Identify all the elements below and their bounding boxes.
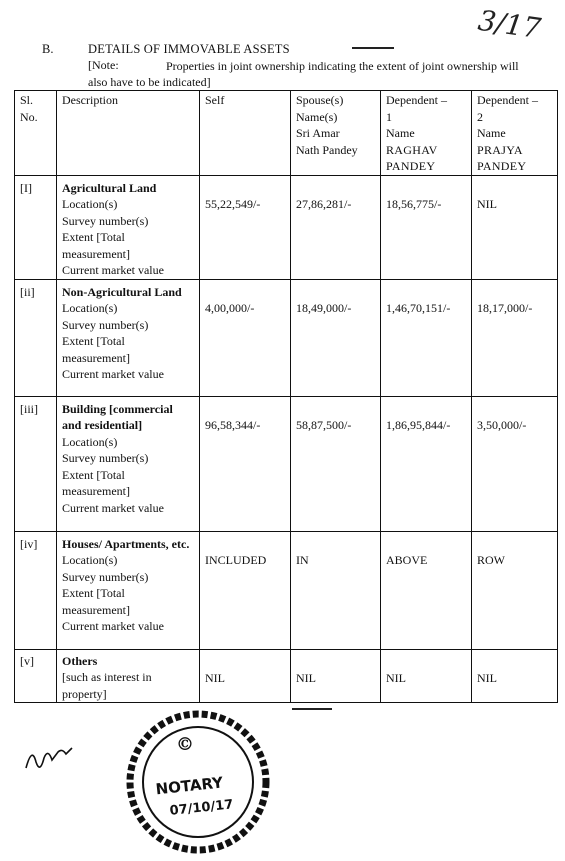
row-line: Extent [Total <box>62 467 125 482</box>
header-line: Sri Amar <box>296 126 340 140</box>
top-dash <box>352 47 394 49</box>
cell-spouse: 58,87,500/- <box>291 396 381 531</box>
cell-dependent-1: 1,86,95,844/- <box>381 396 472 531</box>
row-number: [iv] <box>15 531 57 649</box>
row-title: Others <box>62 653 98 668</box>
header-line: Name <box>386 126 415 140</box>
cell-self: 4,00,000/- <box>200 279 291 396</box>
row-description <box>57 649 200 703</box>
cell-spouse: NIL <box>291 649 381 703</box>
cell-dependent-1: ABOVE <box>381 531 472 649</box>
row-line: measurement] <box>62 484 130 498</box>
row-line: Survey number(s) <box>62 451 149 465</box>
cell-dependent-2: 18,17,000/- <box>472 279 558 396</box>
row-line: Location(s) <box>62 434 118 449</box>
table-row <box>15 531 558 649</box>
header-self <box>200 91 291 176</box>
row-title: Building [commercial and residential] <box>62 401 173 432</box>
cell-dependent-2: NIL <box>472 649 558 703</box>
row-line: Extent [Total <box>62 230 125 244</box>
page-number: 3/17 <box>476 3 543 46</box>
row-title: Houses/ Apartments, etc. <box>62 536 190 551</box>
row-number: [iii] <box>15 396 57 531</box>
cell-dependent-2: NIL <box>472 175 558 279</box>
header-line: 2 <box>477 109 483 124</box>
section-title: DETAILS OF IMMOVABLE ASSETS <box>88 42 290 56</box>
notary-stamp-icon <box>118 700 288 860</box>
svg-text:©: © <box>176 734 194 755</box>
cell-self: NIL <box>200 649 291 703</box>
row-number: [I] <box>15 175 57 279</box>
row-line: measurement] <box>62 246 130 261</box>
header-line: PRAJYA <box>477 142 523 157</box>
row-number: [ii] <box>15 279 57 396</box>
header-sl-no <box>15 91 57 176</box>
cell-spouse: 27,86,281/- <box>291 175 381 279</box>
note-label: [Note: <box>88 58 119 72</box>
header-line: Nath Pandey <box>296 142 358 157</box>
cell-dependent-1: 1,46,70,151/- <box>381 279 472 396</box>
cell-spouse: 18,49,000/- <box>291 279 381 396</box>
row-line: Current market value <box>62 500 164 515</box>
row-line: Survey number(s) <box>62 317 149 332</box>
header-line: Name <box>477 126 506 140</box>
row-line: Survey number(s) <box>62 569 149 584</box>
row-description <box>57 279 200 396</box>
cell-spouse: IN <box>291 531 381 649</box>
row-line: measurement] <box>62 350 130 365</box>
note-text: Properties in joint ownership indicating the extent of joint ownership will also have to be indicated] <box>88 59 519 89</box>
row-line: measurement] <box>62 602 130 617</box>
row-line: Extent [Total <box>62 334 125 348</box>
header-description <box>57 91 200 176</box>
row-line: Extent [Total <box>62 586 125 600</box>
row-title: Non-Agricultural Land <box>62 284 182 299</box>
cell-self: INCLUDED <box>200 531 291 649</box>
stamp-date: 07/10/17 <box>169 797 235 819</box>
row-title: Agricultural Land <box>62 180 157 195</box>
row-line: Location(s) <box>62 301 118 315</box>
header-line: Name(s) <box>296 109 338 124</box>
row-line: Location(s) <box>62 553 118 567</box>
cell-dependent-1: 18,56,775/- <box>381 175 472 279</box>
table-header-row <box>15 91 558 176</box>
header-line: Sl. <box>20 93 34 107</box>
cell-dependent-2: 3,50,000/- <box>472 396 558 531</box>
header-line: 1 <box>386 109 392 124</box>
stamp-text: NOTARY <box>154 773 224 799</box>
row-line: Current market value <box>62 263 164 277</box>
row-number: [v] <box>15 649 57 703</box>
header-line: Spouse(s) <box>296 93 344 107</box>
signature-icon <box>22 738 82 778</box>
header-dependent-1 <box>381 91 472 176</box>
header-spouse <box>291 91 381 176</box>
row-line: Location(s) <box>62 197 118 211</box>
row-line: [such as interest in <box>62 670 152 684</box>
immovable-assets-table <box>14 90 558 703</box>
cell-dependent-1: NIL <box>381 649 472 703</box>
cell-self: 55,22,549/- <box>200 175 291 279</box>
table-row <box>15 649 558 703</box>
header-line: No. <box>20 109 38 124</box>
row-description <box>57 531 200 649</box>
header-dependent-2 <box>472 91 558 176</box>
header-line: Description <box>62 93 118 107</box>
cell-dependent-2: ROW <box>472 531 558 649</box>
row-description <box>57 175 200 279</box>
table-row <box>15 175 558 279</box>
header-line: Dependent – <box>477 93 538 107</box>
row-line: Current market value <box>62 619 164 633</box>
section-letter: B. <box>42 42 54 56</box>
header-line: PANDEY <box>386 159 436 173</box>
header-line: RAGHAV <box>386 142 438 157</box>
bottom-dash <box>292 708 332 710</box>
header-line: Self <box>205 93 225 107</box>
row-line: property] <box>62 686 107 701</box>
table-row <box>15 279 558 396</box>
cell-self: 96,58,344/- <box>200 396 291 531</box>
table-row <box>15 396 558 531</box>
row-line: Current market value <box>62 367 164 381</box>
row-line: Survey number(s) <box>62 213 149 228</box>
row-description <box>57 396 200 531</box>
header-line: PANDEY <box>477 159 527 173</box>
header-line: Dependent – <box>386 93 447 107</box>
